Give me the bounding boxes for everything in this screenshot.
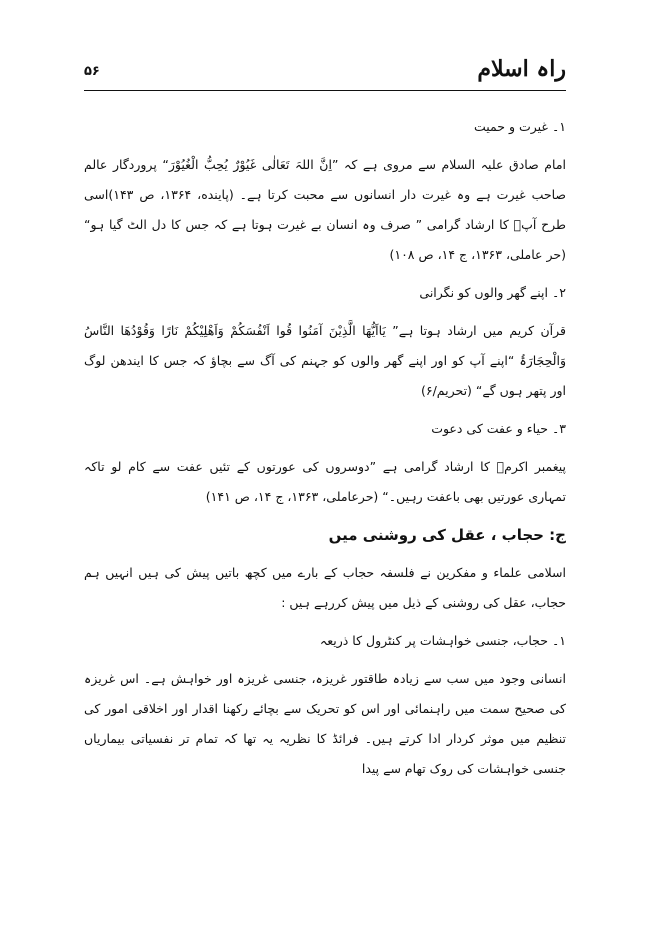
- subheading-control: ۱۔ حجاب، جنسی خواہشات پر کنٹرول کا ذریعہ: [319, 633, 566, 648]
- subheading-ghairat: ۱۔ غیرت و حمیت: [474, 119, 566, 134]
- paragraph-intro: اسلامی علماء و مفکرین نے فلسفہ حجاب کے بارے میں کچھ باتیں پیش کی ہیں انہیں ہم حجاب، عقل کی روشنی کے ذیل میں پیش کررہے ہیں :: [84, 565, 566, 610]
- page-number: ۵۶: [84, 64, 100, 79]
- book-title: راہ اسلام: [477, 56, 566, 82]
- page-header: [84, 58, 566, 88]
- header-rule: [84, 90, 566, 91]
- subheading-haya: ۳۔ حیاء و عفت کی دعوت: [431, 421, 566, 436]
- section-heading-hijab: ج: حجاب ، عقل کی روشنی میں: [328, 526, 566, 544]
- paragraph-family: قرآن کریم میں ارشاد ہوتا ہے” یَااَیُّھَا الَّذِیْنَ آمَنُوا قُوا اَنْفُسَکُمْ وَاَھْلِیْکُمْ نَارًا وَقُوْدُھَا النَّاسُ وَالْحِجَارَۃُ “اپنے آپ کو اور اپنے گھر والوں کو جہنم کی آگ سے بچاؤ کہ جس کا ایندھن لوگ اور پتھر ہوں گے“ (تحریم/۶): [84, 323, 566, 398]
- subheading-family: ۲۔ اپنے گھر والوں کو نگرانی: [419, 285, 566, 300]
- paragraph-haya: پیغمبر اکرمؐ کا ارشاد گرامی ہے ”دوسروں کی عورتوں کے تئیں عفت سے کام لو تاکہ تمہاری عورتیں بھی باعفت رہیں۔“ (حرعاملی، ۱۳۶۳، ج ۱۴، ص ۱۴۱): [84, 459, 566, 504]
- paragraph-control: انسانی وجود میں سب سے زیادہ طاقتور غریزہ، جنسی غریزہ اور خواہش ہے۔ اس غریزہ کی صحیح سمت میں راہنمائی اور اس کو تحریک سے بچائے رکھنا اقدار اور اخلاقی امور کی تنظیم میں موثر کردار ادا کرتے ہیں۔ فرائڈ کا نظریہ یہ تھا کہ تمام تر نفسیاتی بیماریاں جنسی خواہشات کی روک تھام سے پیدا: [84, 671, 566, 776]
- page-body: [84, 112, 566, 792]
- paragraph-ghairat: امام صادق علیہ السلام سے مروی ہے کہ ”اِنَّ اللہَ تَعَالٰی غَیُوْرٌ یُحِبُّ الْغُیُوْرَ“ پروردگار عالم صاحب غیرت ہے وہ غیرت دار انسانوں سے محبت کرتا ہے۔ (پاینده، ۱۳۶۴، ص ۱۴۳)اسی طرح آپؑ کا ارشاد گرامی ” صرف وہ انسان بے غیرت ہوتا ہے کہ جس کا دل الٹ گیا ہو“ (حر عاملی، ۱۳۶۳، ج ۱۴، ص ۱۰۸): [84, 157, 566, 262]
